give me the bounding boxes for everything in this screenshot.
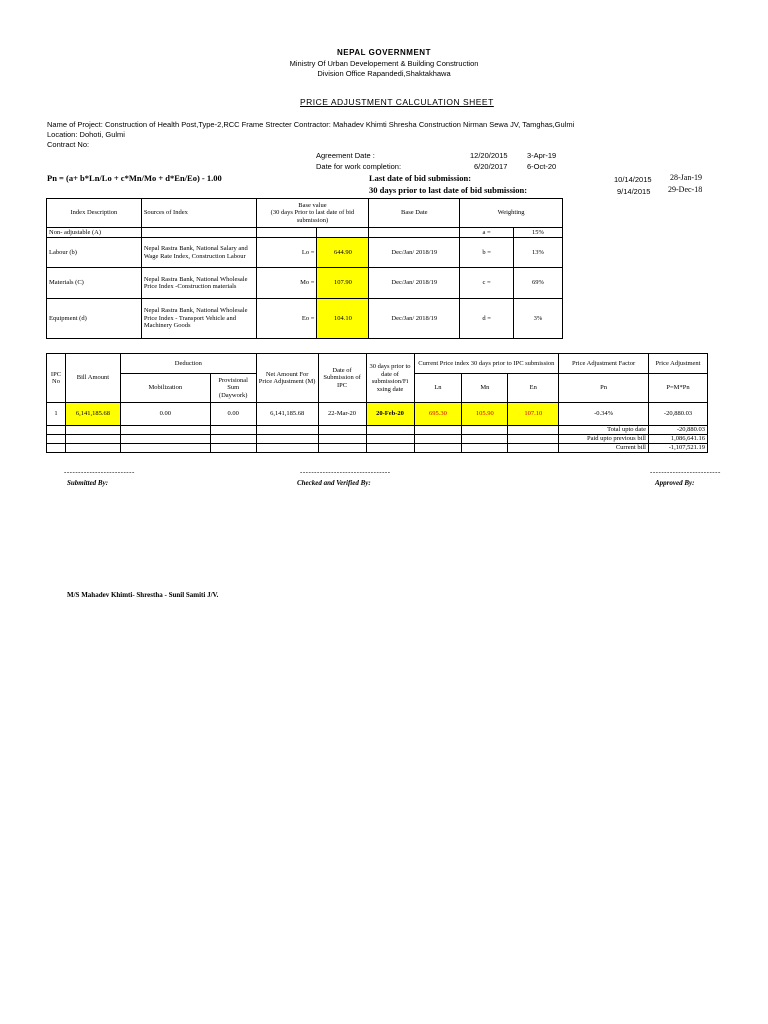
- header-base-value-title: Base value: [298, 201, 327, 209]
- row-value: 107.90: [317, 268, 369, 299]
- row-source: Nepal Rastra Bank, National Wholesale Price Index -Construction materials: [141, 268, 256, 299]
- agreement-date-ad: 12/20/2015: [470, 151, 508, 160]
- cell-pn: -0.34%: [559, 403, 649, 426]
- project-location: Location: Dohoti, Gulmi: [47, 130, 125, 139]
- row-base-date: Dec/Jan/ 2018/19: [369, 238, 460, 268]
- row-description: Non- adjustable (A): [47, 228, 142, 238]
- government-name: NEPAL GOVERNMENT: [337, 48, 431, 57]
- index-table-header: [47, 199, 563, 228]
- document-title: PRICE ADJUSTMENT CALCULATION SHEET: [300, 97, 494, 107]
- index-row-labour: [47, 238, 563, 268]
- row-base-date: [369, 228, 460, 238]
- header-ln: Ln: [414, 374, 462, 403]
- row-value: 104.10: [317, 299, 369, 339]
- header-pm: P=M*Pn: [649, 374, 708, 403]
- row-symbol: Lo =: [256, 238, 317, 268]
- header-en: En: [508, 374, 559, 403]
- submitted-by-label: Submitted By:: [67, 479, 109, 487]
- index-row-non-adjustable: [47, 228, 563, 238]
- row-description: Materials (C): [47, 268, 142, 299]
- header-sources-of-index: Sources of Index: [141, 199, 256, 228]
- cell-price-adjustment: -20,880.03: [649, 403, 708, 426]
- summary-label: Total upto date: [559, 426, 649, 435]
- row-symbol: Eo =: [256, 299, 317, 339]
- cell-net-amount: 6,141,185.68: [256, 403, 318, 426]
- row-weight-value: 15%: [514, 228, 563, 238]
- contractor-name: M/S Mahadev Khimti- Shrestha - Sunil Samiti J/V.: [67, 591, 219, 599]
- ipc-header-row-1: [47, 354, 708, 374]
- summary-label: Current bill: [559, 444, 649, 453]
- summary-label: Paid upto previous bill: [559, 435, 649, 444]
- row-weight-value: 69%: [514, 268, 563, 299]
- completion-date-bs: 6-Oct-20: [527, 162, 557, 171]
- prior-date-bs: 29-Dec-18: [668, 185, 703, 194]
- header-index-description: Index Description: [47, 199, 142, 228]
- row-base-date: Dec/Jan/ 2018/19: [369, 299, 460, 339]
- summary-row-current: [47, 444, 708, 453]
- approved-signature-line: -------------------------: [650, 468, 721, 476]
- summary-row-previous: [47, 435, 708, 444]
- cell-en: 107.10: [508, 403, 559, 426]
- row-weight-value: 3%: [514, 299, 563, 339]
- row-description: Equipment (d): [47, 299, 142, 339]
- summary-row-total: [47, 426, 708, 435]
- header-base-value: [256, 199, 369, 228]
- row-weight-label: b =: [460, 238, 514, 268]
- row-description: Labour (b): [47, 238, 142, 268]
- header-ipc-no: IPC No: [47, 354, 66, 403]
- header-mn: Mn: [462, 374, 508, 403]
- bid-submission-bs: 28-Jan-19: [670, 173, 702, 182]
- checked-signature-line: --------------------------------: [300, 468, 391, 476]
- row-source: Nepal Rastra Bank, National Wholesale Price Index - Transport Vehicle and Machinery Goods: [141, 299, 256, 339]
- index-row-equipment: [47, 299, 563, 339]
- cell-bill-amount: 6,141,185.68: [65, 403, 120, 426]
- header-days-prior: 30 days prior to date of submission/Fi xsing date: [366, 354, 414, 403]
- header-deduction: Deduction: [120, 354, 256, 374]
- price-adjustment-formula: Pn = (a+ b*Ln/Lo + c*Mn/Mo + d*En/Eo) - 1.00: [47, 173, 222, 183]
- row-base-date: Dec/Jan/ 2018/19: [369, 268, 460, 299]
- cell-fix-date: 20-Feb-20: [366, 403, 414, 426]
- cell-provisional: 0.00: [210, 403, 256, 426]
- bid-submission-ad: 10/14/2015: [614, 175, 652, 184]
- header-bill-amount: Bill Amount: [65, 354, 120, 403]
- header-pn: Pn: [559, 374, 649, 403]
- contract-number: Contract No:: [47, 140, 90, 149]
- row-weight-label: a =: [460, 228, 514, 238]
- prior-date-label: 30 days prior to last date of bid submission:: [369, 185, 528, 195]
- header-weighting: Weighting: [460, 199, 563, 228]
- header-price-adjustment: Price Adjustment: [649, 354, 708, 374]
- row-source: [141, 228, 256, 238]
- cell-mn: 105.90: [462, 403, 508, 426]
- bid-submission-label: Last date of bid submission:: [369, 173, 472, 183]
- cell-ln: 695.30: [414, 403, 462, 426]
- summary-value: 1,086,641.16: [649, 435, 708, 444]
- cell-ipc-no: 1: [47, 403, 66, 426]
- completion-date-label: Date for work completion:: [316, 162, 402, 171]
- row-source: Nepal Rastra Bank, National Salary and Wage Rate Index, Construction Labour: [141, 238, 256, 268]
- header-net-amount: Net Amount For Price Adjustment (M): [256, 354, 318, 403]
- row-weight-label: d =: [460, 299, 514, 339]
- cell-mobilization: 0.00: [120, 403, 210, 426]
- completion-date-ad: 6/20/2017: [474, 162, 508, 171]
- ministry-name: Ministry Of Urban Developement & Building Construction: [289, 59, 479, 68]
- index-table: [46, 198, 563, 339]
- row-weight-value: 13%: [514, 238, 563, 268]
- header-provisional: Provisional Sum (Daywork): [210, 374, 256, 403]
- prior-date-ad: 9/14/2015: [617, 187, 651, 196]
- header-base-value-sub: (30 days Prior to last date of bid submission): [270, 209, 355, 224]
- checked-by-label: Checked and Verified By:: [297, 479, 371, 487]
- ipc-table: [46, 353, 708, 453]
- row-value: 644.90: [317, 238, 369, 268]
- header-base-date: Base Date: [369, 199, 460, 228]
- office-name: Division Office Rapandedi,Shaktakhawa: [317, 69, 451, 78]
- header-current-index: Current Price index 30 days prior to IPC submission: [414, 354, 559, 374]
- project-name: Name of Project: Construction of Health Post,Type-2,RCC Frame Strecter Contractor: Mahadev Khimti Shresha Construction Nirman Sewa JV, Tamghas,Gulmi: [47, 120, 575, 129]
- row-weight-label: c =: [460, 268, 514, 299]
- index-row-materials: [47, 268, 563, 299]
- ipc-data-row: [47, 403, 708, 426]
- agreement-date-label: Agreement Date :: [316, 151, 375, 160]
- summary-value: -20,880.03: [649, 426, 708, 435]
- row-symbol: Mo =: [256, 268, 317, 299]
- agreement-date-bs: 3-Apr-19: [527, 151, 557, 160]
- row-symbol: [256, 228, 317, 238]
- header-mobilization: Mobilization: [120, 374, 210, 403]
- cell-date-submission: 22-Mar-20: [318, 403, 366, 426]
- submitted-signature-line: -------------------------: [64, 468, 135, 476]
- approved-by-label: Approved By:: [655, 479, 695, 487]
- header-date-submission: Date of Submission of IPC: [318, 354, 366, 403]
- summary-value: -1,107,521.19: [649, 444, 708, 453]
- row-value: [317, 228, 369, 238]
- header-adjustment-factor: Price Adjustment Factor: [559, 354, 649, 374]
